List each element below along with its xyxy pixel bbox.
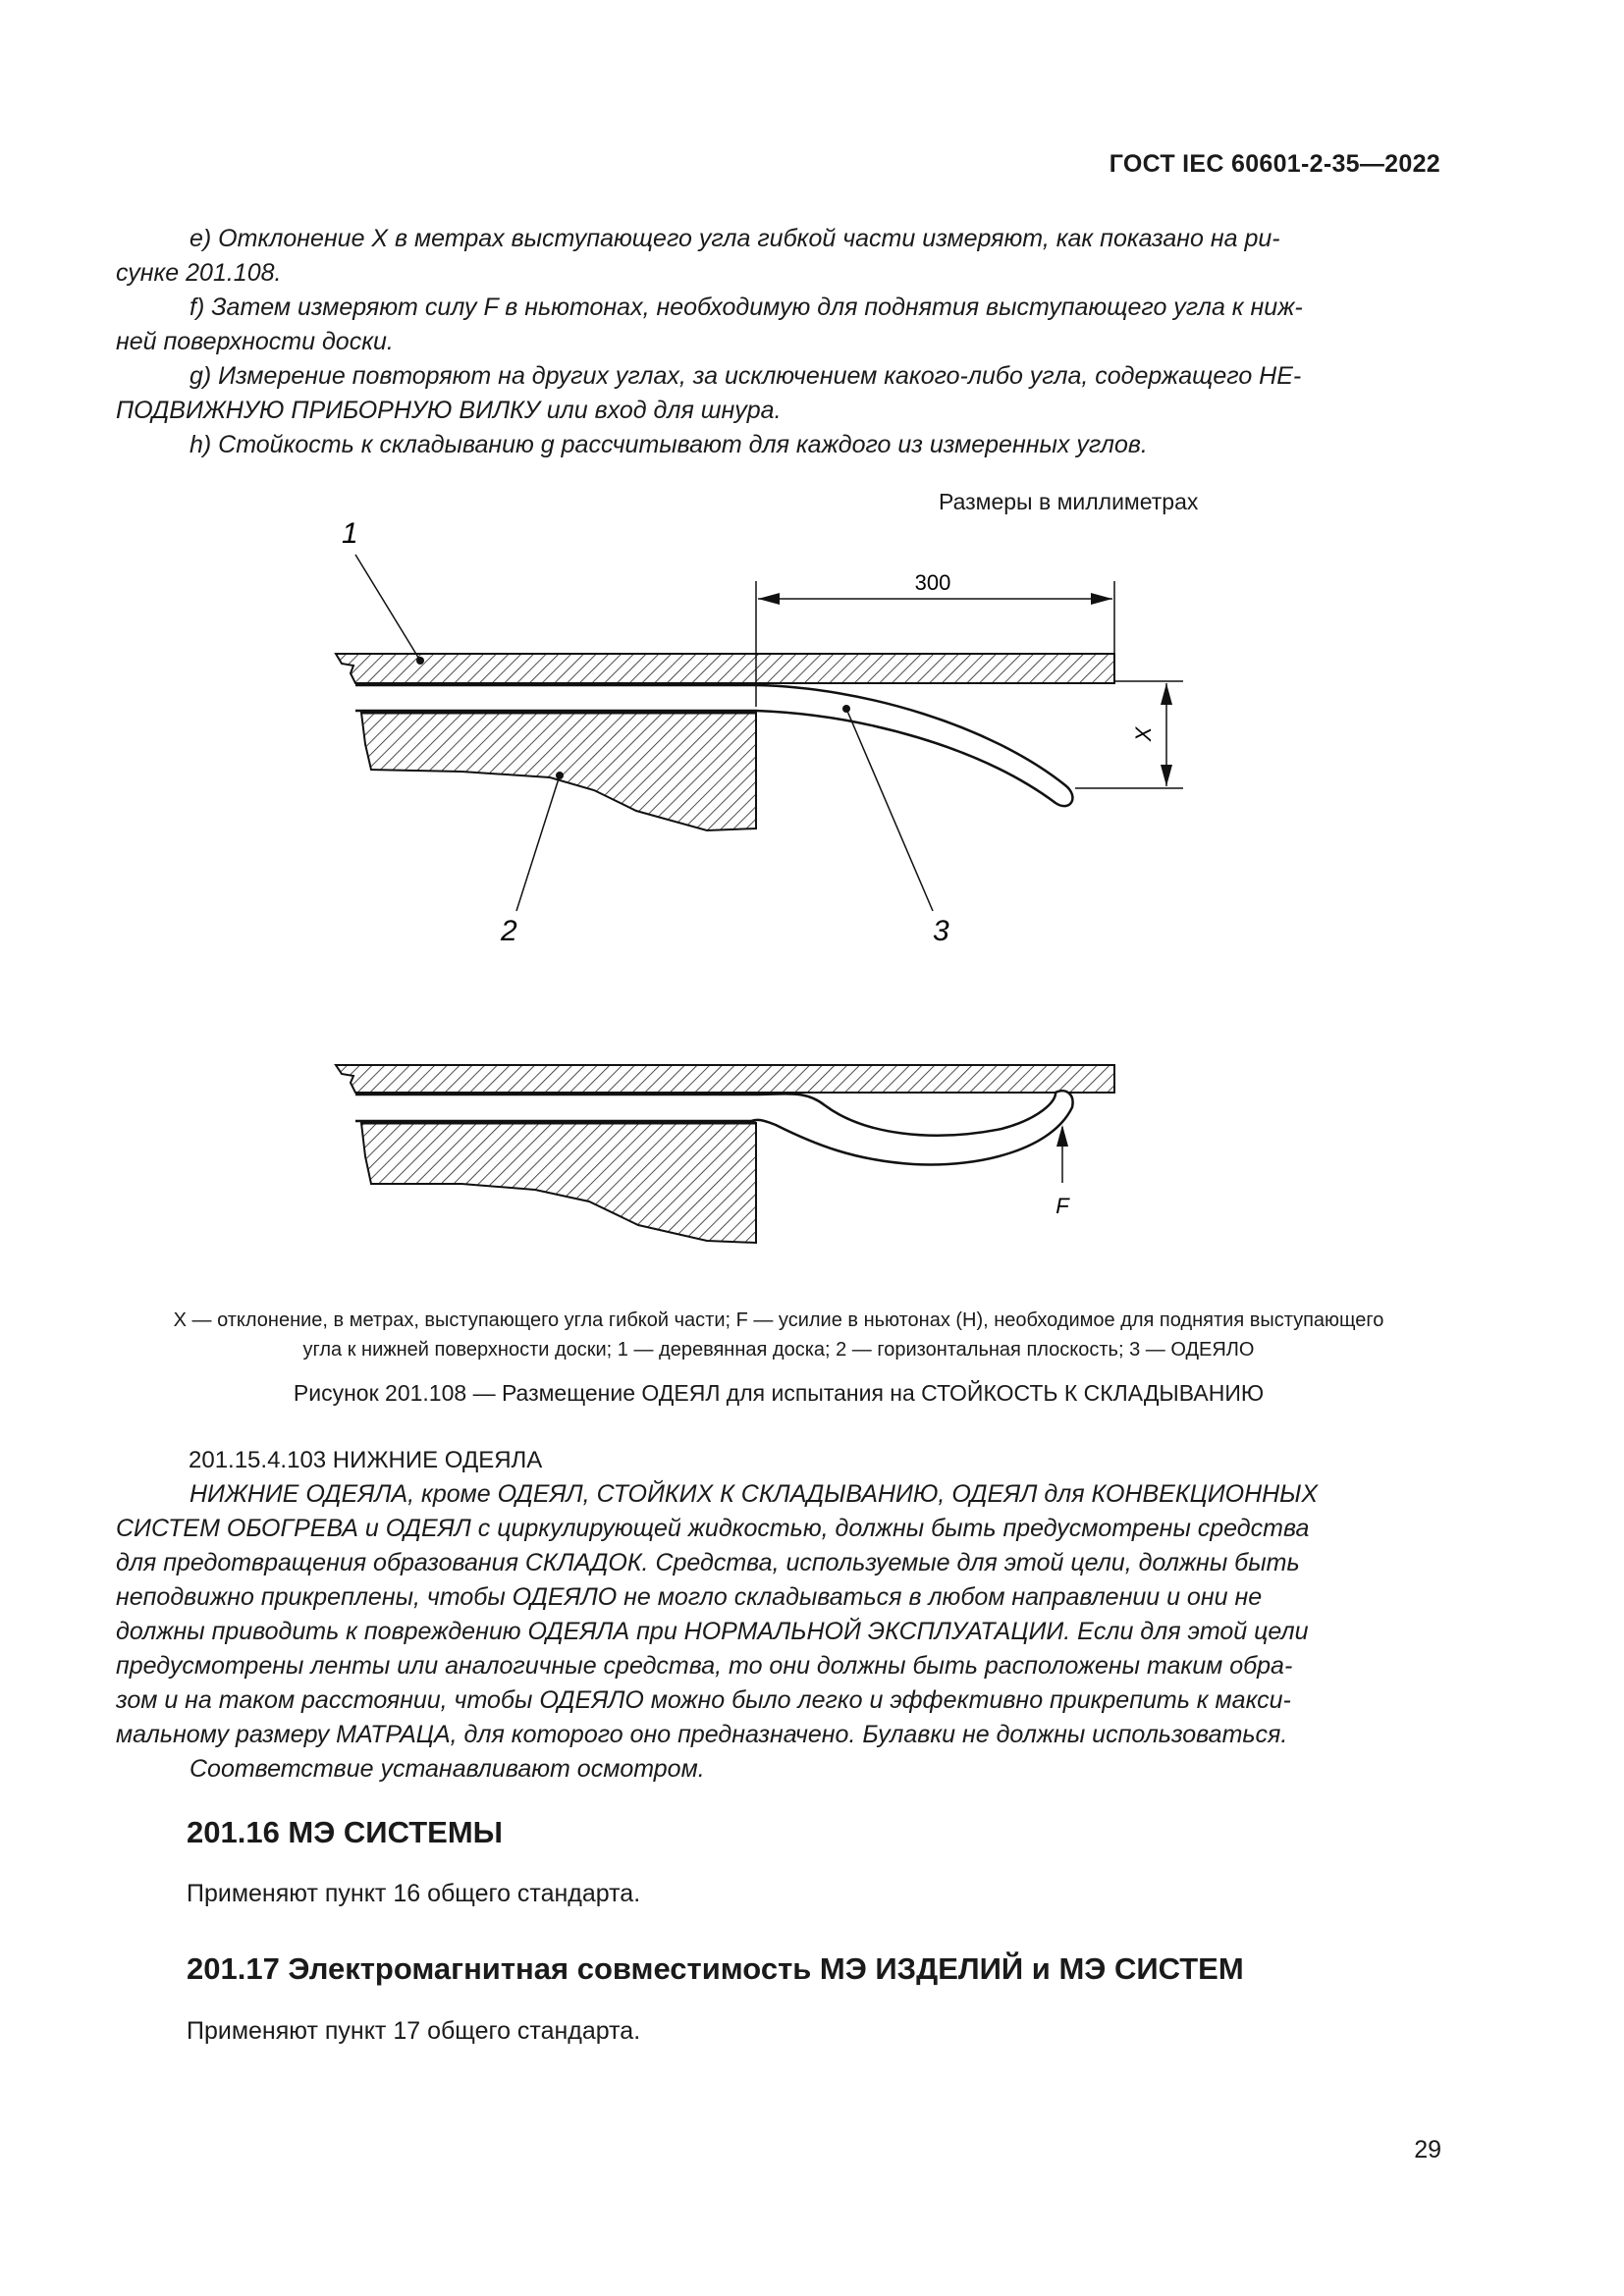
item-f-cont: ней поверхности доски. <box>116 328 394 355</box>
section-103-body <box>116 1477 1441 1787</box>
plane-lower <box>361 1123 756 1243</box>
body-line-7: зом и на таком расстоянии, чтобы ОДЕЯЛО можно было легко и эффективно прикрепить к макси- <box>116 1686 1291 1714</box>
body-line-8: мальному размеру МАТРАЦА, для которого оно предназначено. Булавки не должны использоваться. <box>116 1721 1288 1748</box>
section-17-text: Применяют пункт 17 общего стандарта. <box>187 2017 641 2045</box>
legend-line-1: X — отклонение, в метрах, выступающего угла гибкой части; F — усилие в ньютонах (Н), необходимое для поднятия выступающего <box>173 1309 1384 1331</box>
label-x: X <box>1131 726 1156 742</box>
callout-2: 2 <box>501 915 517 947</box>
section-16-title: 201.16 МЭ СИСТЕМЫ <box>187 1815 503 1849</box>
figure-caption: Рисунок 201.108 — Размещение ОДЕЯЛ для испытания на СТОЙКОСТЬ К СКЛАДЫВАНИЮ <box>293 1380 1265 1406</box>
callout-1: 1 <box>342 517 358 550</box>
section-103-title: 201.15.4.103 НИЖНИЕ ОДЕЯЛА <box>189 1447 543 1473</box>
label-f: F <box>1056 1194 1069 1218</box>
board-lower <box>336 1065 1114 1093</box>
item-g-cont: ПОДВИЖНУЮ ПРИБОРНУЮ ВИЛКУ или вход для шнура. <box>116 397 782 424</box>
item-h: h) Стойкость к складыванию g рассчитывают для каждого из измеренных углов. <box>189 431 1148 458</box>
body-line-1: НИЖНИЕ ОДЕЯЛА, кроме ОДЕЯЛ, СТОЙКИХ К СКЛАДЫВАНИЮ, ОДЕЯЛ для КОНВЕКЦИОННЫХ <box>189 1480 1319 1508</box>
figure-legend <box>116 1306 1441 1364</box>
body-line-4: неподвижно прикреплены, чтобы ОДЕЯЛО не могло складываться в любом направлении и они не <box>116 1583 1263 1611</box>
item-f: f) Затем измеряют силу F в ньютонах, необходимую для поднятия выступающего угла к ниж- <box>189 294 1303 321</box>
section-17-title: 201.17 Электромагнитная совместимость МЭ ИЗДЕЛИЙ и МЭ СИСТЕМ <box>187 1951 1244 1986</box>
callout-3: 3 <box>933 915 949 947</box>
section-16-text: Применяют пункт 16 общего стандарта. <box>187 1880 641 1907</box>
body-line-6: предусмотрены ленты или аналогичные средства, то они должны быть расположены таким обра- <box>116 1652 1293 1680</box>
units-note: Размеры в миллиметрах <box>939 489 1199 514</box>
item-e-cont: сунке 201.108. <box>116 259 282 287</box>
compliance-line: Соответствие устанавливают осмотром. <box>189 1755 705 1783</box>
legend-line-2: угла к нижней поверхности доски; 1 — деревянная доска; 2 — горизонтальная плоскость; 3 — ОДЕЯЛО <box>302 1339 1255 1361</box>
board-upper <box>336 654 1114 683</box>
document-header: ГОСТ IEC 60601-2-35—2022 <box>1109 150 1440 178</box>
body-line-5: должны приводить к повреждению ОДЕЯЛА при НОРМАЛЬНОЙ ЭКСПЛУАТАЦИИ. Если для этой цели <box>116 1618 1309 1645</box>
dimension-300: 300 <box>914 570 951 595</box>
item-g: g) Измерение повторяют на других углах, за исключением какого-либо угла, содержащего НЕ- <box>189 362 1302 390</box>
plane-upper <box>361 713 756 830</box>
body-line-3: для предотвращения образования СКЛАДОК. Средства, используемые для этой цели, должны быть <box>116 1549 1300 1576</box>
page-number: 29 <box>1414 2136 1441 2163</box>
item-e: e) Отклонение X в метрах выступающего угла гибкой части измеряют, как показано на ри- <box>189 225 1280 252</box>
body-line-2: СИСТЕМ ОБОГРЕВА и ОДЕЯЛ с циркулирующей жидкостью, должны быть предусмотрены средства <box>116 1515 1310 1542</box>
